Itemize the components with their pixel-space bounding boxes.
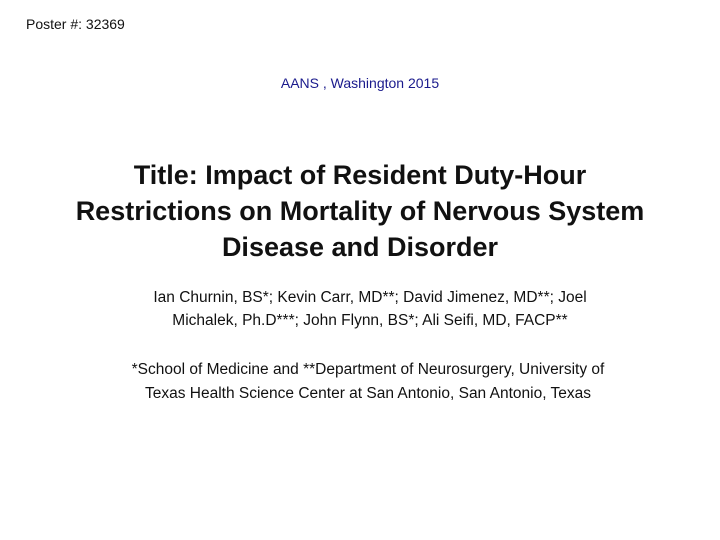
authors-line-2: Michalek, Ph.D***; John Flynn, BS*; Ali Seifi, MD, FACP** [172, 312, 568, 329]
title-line-3: Disease and Disorder [221, 232, 499, 262]
affiliation-line-2: Texas Health Science Center at San Antonio, San Antonio, Texas [144, 385, 592, 402]
authors-line-1: Ian Churnin, BS*; Kevin Carr, MD**; David Jimenez, MD**; Joel [153, 289, 587, 306]
affiliation [70, 358, 666, 406]
title-line-1: Title: Impact of Resident Duty-Hour [133, 160, 587, 190]
affiliation-line-1: *School of Medicine and **Department of Neurosurgery, University of [131, 361, 605, 378]
poster-number: Poster #: 32369 [26, 16, 125, 32]
conference-label: AANS , Washington 2015 [280, 75, 440, 91]
poster-title [30, 157, 690, 265]
author-list [90, 286, 650, 332]
title-line-2: Restrictions on Mortality of Nervous System [75, 196, 645, 226]
